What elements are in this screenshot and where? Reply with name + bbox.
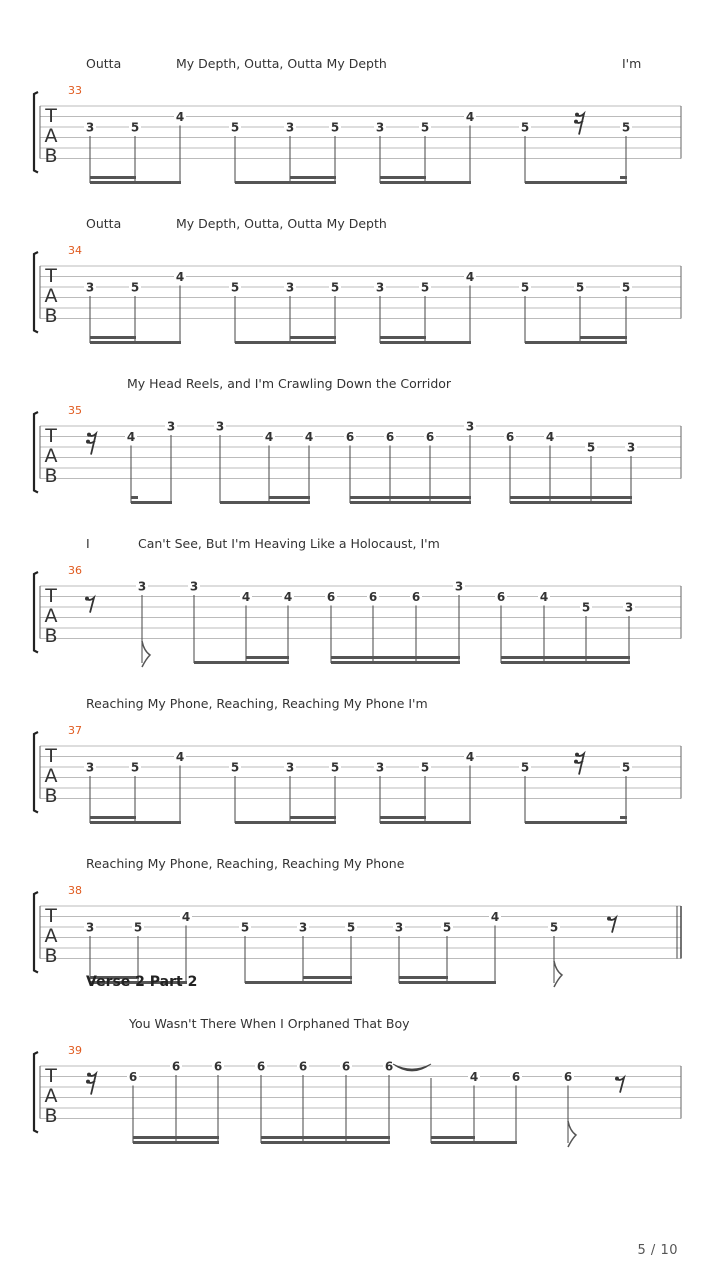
fret-number: 4 xyxy=(465,110,475,124)
tab-clef-letter: T xyxy=(45,425,57,447)
fret-number: 3 xyxy=(285,760,295,775)
bar-number: 37 xyxy=(68,724,82,737)
fret-number: 6 xyxy=(256,1059,266,1074)
fret-number: 3 xyxy=(285,120,295,135)
lyric-text: Outta xyxy=(86,56,122,71)
tab-system xyxy=(0,360,720,520)
beam-secondary xyxy=(131,496,138,499)
tab-clef-letter: B xyxy=(44,305,58,327)
fret-number: 6 xyxy=(213,1059,223,1074)
rest-dot xyxy=(607,917,611,921)
fret-number: 6 xyxy=(563,1070,573,1084)
beam xyxy=(133,1141,219,1144)
fret-number: 5 xyxy=(549,920,559,935)
fret-number: 3 xyxy=(454,579,464,594)
lyric-text: Reaching My Phone, Reaching, Reaching My Phone I'm xyxy=(86,696,428,711)
beam xyxy=(235,181,336,184)
beam-secondary xyxy=(501,656,630,659)
fret-number: 5 xyxy=(520,280,530,295)
tab-clef-letter: T xyxy=(45,905,57,927)
rest-dot xyxy=(86,440,90,444)
fret-number: 5 xyxy=(230,120,240,135)
tab-staff xyxy=(0,680,720,840)
fret-number: 4 xyxy=(539,590,549,604)
beam xyxy=(194,661,289,664)
fret-number: 5 xyxy=(621,280,631,295)
staff-bracket xyxy=(34,1052,38,1133)
tab-system xyxy=(0,520,720,680)
lyric-text: I'm xyxy=(622,56,642,71)
beam-secondary xyxy=(331,656,460,659)
fret-number: 5 xyxy=(330,760,340,775)
fret-number: 4 xyxy=(469,1070,479,1084)
beam xyxy=(350,501,471,504)
fret-number: 3 xyxy=(189,579,199,594)
section-title: Verse 2 Part 2 xyxy=(86,974,198,990)
beam xyxy=(525,181,627,184)
fret-number: 6 xyxy=(368,590,378,604)
tab-clef-letter: T xyxy=(45,585,57,607)
fret-number: 3 xyxy=(85,120,95,135)
staff-bracket xyxy=(34,732,38,813)
fret-number: 5 xyxy=(520,760,530,775)
beam-secondary xyxy=(269,496,310,499)
beam-secondary xyxy=(290,336,336,339)
fret-number: 4 xyxy=(465,750,475,764)
tab-clef-letter: A xyxy=(44,285,58,307)
fret-number: 5 xyxy=(420,280,430,295)
tab-staff xyxy=(0,1000,720,1160)
lyric-text: My Head Reels, and I'm Crawling Down the Corridor xyxy=(127,376,452,391)
tab-clef-letter: B xyxy=(44,625,58,647)
beam-secondary xyxy=(350,496,471,499)
fret-number: 5 xyxy=(420,120,430,135)
fret-number: 6 xyxy=(341,1059,351,1074)
fret-number: 6 xyxy=(425,430,435,444)
fret-number: 6 xyxy=(511,1070,521,1084)
fret-number: 6 xyxy=(171,1059,181,1074)
bar-number: 33 xyxy=(68,84,82,97)
fret-number: 5 xyxy=(240,920,250,935)
fret-number: 5 xyxy=(621,120,631,135)
fret-number: 3 xyxy=(624,600,634,615)
fret-number: 6 xyxy=(384,1059,394,1074)
bar-number: 38 xyxy=(68,884,82,897)
tab-clef-letter: A xyxy=(44,765,58,787)
tab-clef-letter: B xyxy=(44,945,58,967)
fret-number: 5 xyxy=(581,600,591,615)
staff-bracket xyxy=(34,572,38,653)
fret-number: 3 xyxy=(465,419,475,434)
fret-number: 4 xyxy=(241,590,251,604)
rest-dot xyxy=(87,1073,91,1077)
fret-number: 5 xyxy=(586,440,596,455)
bar-number: 39 xyxy=(68,1044,82,1057)
tab-clef-letter: B xyxy=(44,785,58,807)
beam-secondary xyxy=(261,1136,390,1139)
tab-system xyxy=(0,40,720,200)
beam-secondary xyxy=(290,816,336,819)
tab-clef-letter: B xyxy=(44,145,58,167)
rest-dot xyxy=(575,113,579,117)
beam-secondary xyxy=(246,656,289,659)
lyric-text: You Wasn't There When I Orphaned That Boy xyxy=(129,1016,410,1031)
fret-number: 6 xyxy=(411,590,421,604)
fret-number: 5 xyxy=(420,760,430,775)
fret-number: 4 xyxy=(126,430,136,444)
beam-secondary xyxy=(380,336,426,339)
tab-system xyxy=(0,200,720,360)
lyric-text: Can't See, But I'm Heaving Like a Holocaust, I'm xyxy=(138,536,440,551)
fret-number: 4 xyxy=(283,590,293,604)
fret-number: 3 xyxy=(375,760,385,775)
fret-number: 5 xyxy=(330,280,340,295)
beam-secondary xyxy=(90,336,136,339)
beam xyxy=(235,821,336,824)
beam xyxy=(90,341,181,344)
fret-number: 3 xyxy=(137,579,147,594)
lyric-text: My Depth, Outta, Outta My Depth xyxy=(176,216,387,231)
fret-number: 4 xyxy=(545,430,555,444)
fret-number: 3 xyxy=(394,920,404,935)
beam-secondary xyxy=(90,176,136,179)
fret-number: 5 xyxy=(230,760,240,775)
beam xyxy=(380,341,471,344)
note-flag xyxy=(568,1121,576,1147)
fret-number: 3 xyxy=(285,280,295,295)
fret-number: 4 xyxy=(490,910,500,924)
fret-number: 3 xyxy=(298,920,308,935)
tab-staff xyxy=(0,40,720,200)
tab-clef-letter: T xyxy=(45,745,57,767)
beam xyxy=(245,981,352,984)
fret-number: 3 xyxy=(166,419,176,434)
tab-staff xyxy=(0,200,720,360)
fret-number: 3 xyxy=(85,920,95,935)
beam xyxy=(399,981,496,984)
tab-staff xyxy=(0,360,720,520)
fret-number: 3 xyxy=(375,280,385,295)
tab-system xyxy=(0,974,720,1160)
staff-bracket xyxy=(34,252,38,333)
fret-number: 3 xyxy=(85,280,95,295)
tab-clef-letter: A xyxy=(44,925,58,947)
fret-number: 6 xyxy=(326,590,336,604)
fret-number: 6 xyxy=(298,1059,308,1074)
fret-number: 4 xyxy=(175,270,185,284)
lyric-text: My Depth, Outta, Outta My Depth xyxy=(176,56,387,71)
fret-number: 3 xyxy=(375,120,385,135)
beam xyxy=(220,501,310,504)
fret-number: 4 xyxy=(175,750,185,764)
tab-clef-letter: B xyxy=(44,465,58,487)
fret-number: 4 xyxy=(465,270,475,284)
rest-dot xyxy=(574,120,578,124)
rest-dot xyxy=(574,760,578,764)
fret-number: 4 xyxy=(264,430,274,444)
beam xyxy=(235,341,336,344)
rest-dot xyxy=(87,433,91,437)
fret-number: 5 xyxy=(621,760,631,775)
beam xyxy=(380,181,471,184)
beam xyxy=(510,501,632,504)
rest-dot xyxy=(615,1077,619,1081)
beam xyxy=(431,1141,517,1144)
beam-secondary xyxy=(133,1136,219,1139)
tab-clef-letter: A xyxy=(44,125,58,147)
fret-number: 3 xyxy=(215,419,225,434)
fret-number: 3 xyxy=(626,440,636,455)
fret-number: 5 xyxy=(520,120,530,135)
tab-clef-letter: T xyxy=(45,265,57,287)
beam-secondary xyxy=(380,176,426,179)
bar-number: 34 xyxy=(68,244,82,257)
lyric-text: Reaching My Phone, Reaching, Reaching My Phone xyxy=(86,856,405,871)
staff-bracket xyxy=(34,892,38,973)
fret-number: 5 xyxy=(442,920,452,935)
lyric-text: Outta xyxy=(86,216,122,231)
fret-number: 5 xyxy=(130,760,140,775)
tab-system xyxy=(0,680,720,840)
lyric-text: I xyxy=(86,536,90,551)
beam-secondary xyxy=(580,336,627,339)
fret-number: 4 xyxy=(175,110,185,124)
fret-number: 4 xyxy=(304,430,314,444)
fret-number: 5 xyxy=(133,920,143,935)
bar-number: 35 xyxy=(68,404,82,417)
beam xyxy=(331,661,460,664)
tie-arc xyxy=(393,1064,431,1071)
staff-bracket xyxy=(34,92,38,173)
tab-clef-letter: A xyxy=(44,1085,58,1107)
note-flag xyxy=(554,961,562,987)
bar-number: 36 xyxy=(68,564,82,577)
fret-number: 6 xyxy=(385,430,395,444)
tab-clef-letter: T xyxy=(45,1065,57,1087)
beam-secondary xyxy=(431,1136,475,1139)
staff-bracket xyxy=(34,412,38,493)
beam xyxy=(90,821,181,824)
beam xyxy=(380,821,471,824)
beam-secondary xyxy=(380,816,426,819)
fret-number: 5 xyxy=(130,120,140,135)
fret-number: 5 xyxy=(575,280,585,295)
beam-secondary xyxy=(620,176,627,179)
beam xyxy=(261,1141,390,1144)
rest-dot xyxy=(575,753,579,757)
fret-number: 5 xyxy=(230,280,240,295)
beam xyxy=(501,661,630,664)
page-number: 5 / 10 xyxy=(637,1243,678,1258)
fret-number: 5 xyxy=(130,280,140,295)
beam xyxy=(131,501,172,504)
fret-number: 5 xyxy=(346,920,356,935)
rest-dot xyxy=(86,1080,90,1084)
tab-clef-letter: B xyxy=(44,1105,58,1127)
fret-number: 3 xyxy=(85,760,95,775)
fret-number: 6 xyxy=(128,1070,138,1084)
fret-number: 6 xyxy=(505,430,515,444)
tab-clef-letter: A xyxy=(44,445,58,467)
fret-number: 5 xyxy=(330,120,340,135)
fret-number: 4 xyxy=(181,910,191,924)
beam xyxy=(90,181,181,184)
fret-number: 6 xyxy=(496,590,506,604)
beam-secondary xyxy=(399,976,448,979)
tab-clef-letter: T xyxy=(45,105,57,127)
tab-clef-letter: A xyxy=(44,605,58,627)
beam-secondary xyxy=(620,816,627,819)
beam-secondary xyxy=(90,816,136,819)
rest-dot xyxy=(85,597,89,601)
beam-secondary xyxy=(510,496,632,499)
note-flag xyxy=(142,641,150,667)
tab-staff xyxy=(0,520,720,680)
fret-number: 6 xyxy=(345,430,355,444)
beam xyxy=(525,341,627,344)
beam xyxy=(525,821,627,824)
beam-secondary xyxy=(303,976,352,979)
beam-secondary xyxy=(290,176,336,179)
